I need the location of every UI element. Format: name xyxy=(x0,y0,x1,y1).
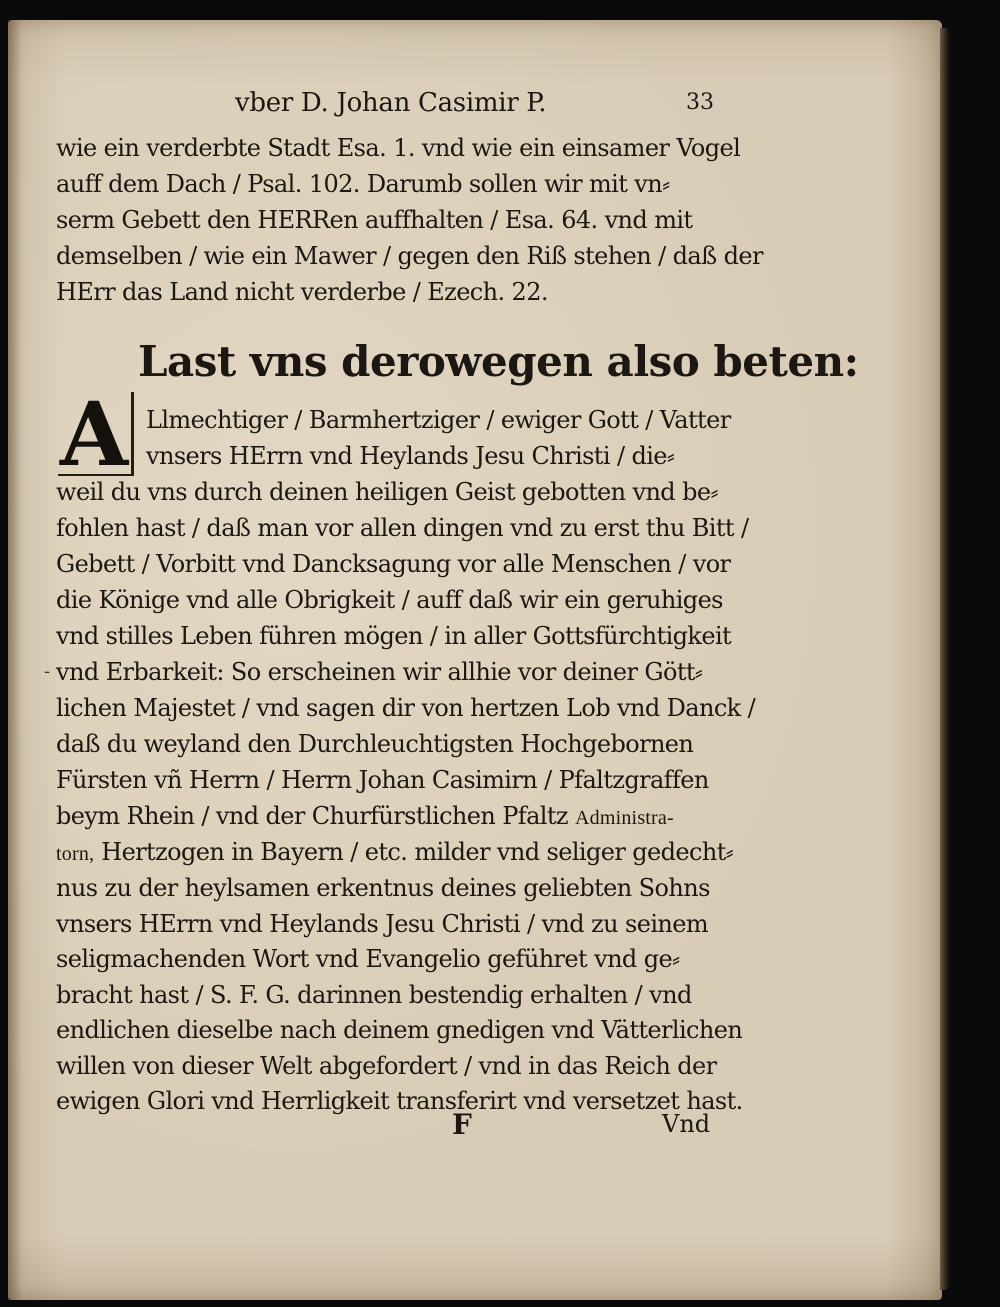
text-line: daß du weyland den Durchleuchtigsten Hochgebornen xyxy=(56,730,694,758)
text-line: fohlen hast / daß man vor allen dingen vnd zu erst thu Bitt / xyxy=(56,514,749,542)
text-line: Llmechtiger / Barmhertziger / ewiger Gott / Vatter xyxy=(146,406,731,434)
text-line: Fürsten vñ Herrn / Herrn Johan Casimirn / Pfaltzgraffen xyxy=(56,766,709,794)
text-line: bracht hast / S. F. G. darinnen bestendig erhalten / vnd xyxy=(56,980,692,1009)
text-line: lichen Majestet / vnd sagen dir von hertzen Lob vnd Danck / xyxy=(56,694,756,722)
text-line: endlichen dieselbe nach deinem gnedigen vnd Vätterlichen xyxy=(56,1016,743,1044)
text-line: vnd stilles Leben führen mögen / in aller Gottsfürchtigkeit xyxy=(56,622,732,650)
text-line: auff dem Dach / Psal. 102. Darumb sollen wir mit vn⸗ xyxy=(56,170,670,198)
text-line: nus zu der heylsamen erkentnus deines geliebten Sohns xyxy=(56,874,710,902)
prayer-heading: Last vns derowegen also beten: xyxy=(138,337,859,386)
text-line: serm Gebett den HERRen auffhalten / Esa. 64. vnd mit xyxy=(56,206,693,234)
drop-cap-initial: A xyxy=(59,382,129,486)
text-line: HErr das Land nicht verderbe / Ezech. 22. xyxy=(56,278,548,306)
fraktur-segment: beym Rhein / vnd der Churfürstlichen Pfaltz xyxy=(56,802,575,830)
text-line: willen von dieser Welt abgefordert / vnd in das Reich der xyxy=(56,1051,717,1080)
catchword: Vnd xyxy=(662,1110,711,1138)
text-line: seligmachenden Wort vnd Evangelio geführet vnd ge⸗ xyxy=(56,945,680,973)
text-line: Gebett / Vorbitt vnd Dancksagung vor alle Menschen / vor xyxy=(56,550,731,578)
text-line: die Könige vnd alle Obrigkeit / auff daß wir ein geruhiges xyxy=(56,586,723,614)
running-head: vber D. Johan Casimir P. xyxy=(235,88,547,118)
antiqua-segment: torn, xyxy=(56,843,95,865)
page-number: 33 xyxy=(686,90,714,115)
text-line: demselben / wie ein Mawer / gegen den Riß stehen / daß der xyxy=(56,242,763,270)
text-line: ewigen Glori vnd Herrligkeit transferirt vnd versetzet hast. xyxy=(56,1087,743,1115)
text-line: vnsers HErrn vnd Heylands Jesu Christi / die⸗ xyxy=(146,442,675,470)
text-line: vnsers HErrn vnd Heylands Jesu Christi / vnd zu seinem xyxy=(56,909,709,938)
antiqua-segment: Administra- xyxy=(575,807,674,829)
text-line xyxy=(56,837,734,869)
fraktur-segment: Hertzogen in Bayern / etc. milder vnd seliger gedecht⸗ xyxy=(94,838,734,866)
text-line: vnd Erbarkeit: So erscheinen wir allhie vor deiner Gött⸗ xyxy=(56,658,703,686)
text-line: wie ein verderbte Stadt Esa. 1. vnd wie ein einsamer Vogel xyxy=(56,134,741,162)
text-line xyxy=(56,801,716,833)
signature-mark: F xyxy=(452,1108,472,1141)
text-line: weil du vns durch deinen heiligen Geist gebotten vnd be⸗ xyxy=(56,478,718,506)
margin-mark: - xyxy=(44,661,51,682)
